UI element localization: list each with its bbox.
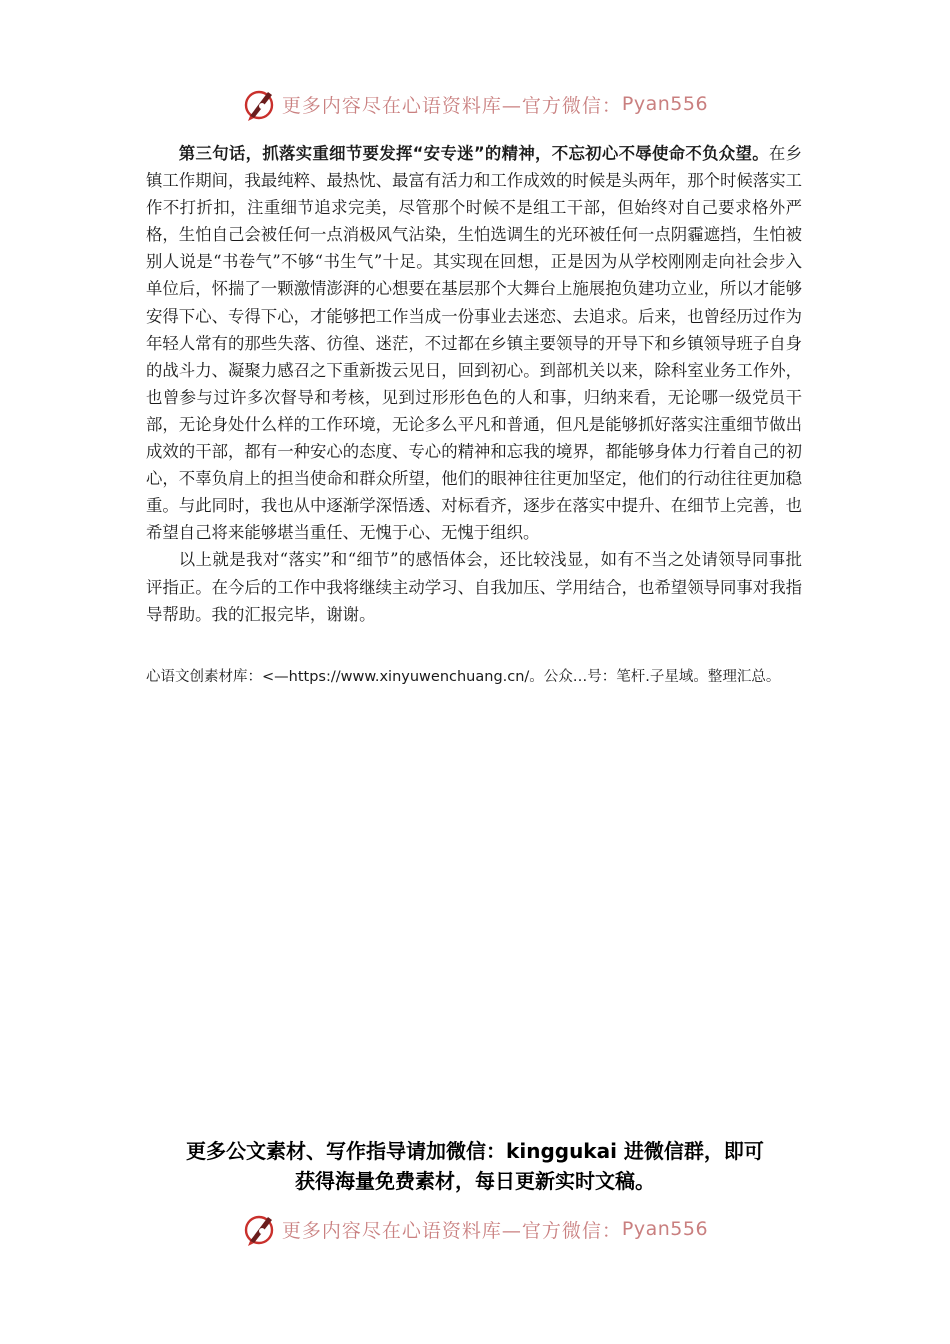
promo-line-2: 获得海量免费素材，每日更新实时文稿。 [295, 1169, 655, 1193]
paragraph-1 [146, 140, 802, 546]
paragraph-lead-sentence: 第三句话，抓落实重细节要发挥“安专迷”的精神，不忘初心不辱使命不负众望。 [178, 144, 769, 163]
source-credit-line: 心语文创素材库：<—https://www.xinyuwenchuang.cn/。公众…号：笔杆.子星域。整理汇总。 [146, 669, 781, 685]
pen-logo-icon [242, 1211, 278, 1247]
promo-line-1: 更多公文素材、写作指导请加微信：kinggukai 进微信群，即可 [186, 1139, 764, 1163]
banner-text: 更多内容尽在心语资料库—官方微信： [281, 1219, 622, 1242]
banner-wechat-handle: Pyan556 [621, 1218, 709, 1240]
banner-text: 更多内容尽在心语资料库—官方微信： [281, 94, 622, 117]
promo-block [0, 1136, 950, 1196]
document-body [146, 140, 802, 628]
banner-wechat-handle: Pyan556 [621, 93, 709, 115]
footer-watermark-banner [0, 1207, 950, 1251]
paragraph-1-body: 在乡镇工作期间，我最纯粹、最热忱、最富有活力和工作成效的时候是头两年，那个时候落实工作不打折扣，注重细节追求完美，尽管那个时候不是组工干部，但始终对自己要求格外严格，生怕自己会被任何一点消极风气沾染，生怕选调生的光环被任何一点阴霾遮挡，生怕被别人说是“书卷气”不够“书生气”十足。其实现在回想，正是因为从学校刚刚走向社会步入单位后，怀揣了一颗激情澎湃的心想要在基层那个大舞台上施展抱负建功立业，所以才能够安得下心、专得下心，才能够把工作当成一份事业去迷恋、去追求。后来，也曾经历过作为年轻人常有的那些失落、彷徨、迷茫，不过都在乡镇主要领导的开导下和乡镇领导班子自身的战斗力、凝聚力感召之下重新拨云见日，回到初心。到部机关以来，除科室业务工作外，也曾参与过许多次督导和考核，见到过形形色色的人和事，归纳来看，无论哪一级党员干部，无论身处什么样的工作环境，无论多么平凡和普通，但凡是能够抓好落实注重细节做出成效的干部，都有一种安心的态度、专心的精神和忘我的境界，都能够身体力行着自己的初心，不辜负肩上的担当使命和群众所望，他们的眼神往往更加坚定，他们的行动往往更加稳重。与此同时，我也从中逐渐学深悟透、对标看齐，逐步在落实中提升、在细节上完善，也希望自己将来能够堪当重任、无愧于心、无愧于组织。 [146, 144, 803, 543]
pen-logo-icon [242, 86, 278, 122]
paragraph-2: 以上就是我对“落实”和“细节”的感悟体会，还比较浅显，如有不当之处请领导同事批评指正。在今后的工作中我将继续主动学习、自我加压、学用结合，也希望领导同事对我指导帮助。我的汇报完毕，谢谢。 [146, 550, 802, 624]
header-watermark-banner [0, 82, 950, 126]
